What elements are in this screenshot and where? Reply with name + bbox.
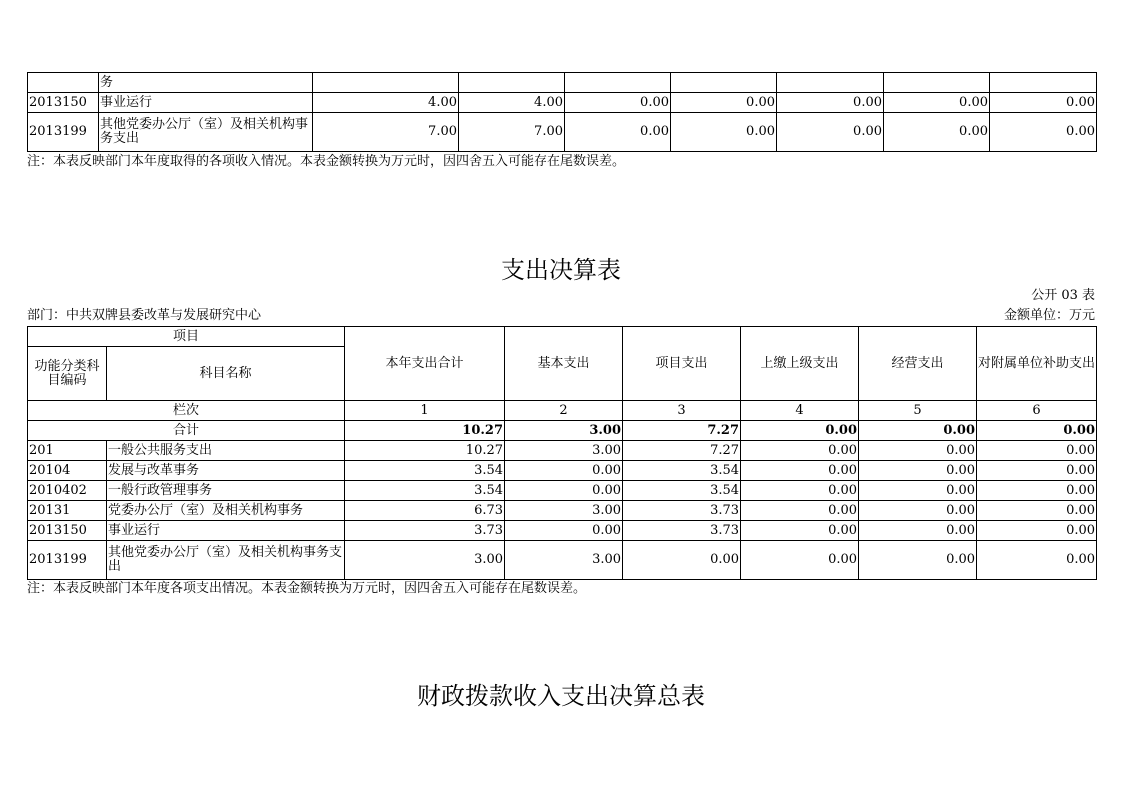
page-title: 支出决算表 bbox=[501, 256, 621, 284]
total-label: 合计 bbox=[28, 421, 345, 441]
subject-name: 发展与改革事务 bbox=[107, 461, 345, 481]
column-header: 本年支出合计 bbox=[345, 327, 505, 401]
column-header: 基本支出 bbox=[505, 327, 623, 401]
table-row: 201 一般公共服务支出 10.27 3.00 7.27 0.00 0.00 0.00 bbox=[28, 441, 1097, 461]
table-row bbox=[28, 73, 1097, 93]
index-label: 栏次 bbox=[28, 401, 345, 421]
header-row bbox=[28, 327, 1097, 347]
table-row: 2013150 事业运行 3.73 0.00 3.73 0.00 0.00 0.00 bbox=[28, 521, 1097, 541]
subject-code: 2013199 bbox=[28, 113, 99, 152]
subject-code: 20131 bbox=[28, 501, 107, 521]
column-header: 经营支出 bbox=[859, 327, 977, 401]
code-column-header: 功能分类科目编码 bbox=[28, 347, 107, 401]
item-header: 项目 bbox=[28, 327, 345, 347]
column-header: 对附属单位补助支出 bbox=[977, 327, 1097, 401]
department-label: 部门：中共双牌县委改革与发展研究中心 bbox=[27, 308, 262, 323]
subject-name: 党委办公厅（室）及相关机构事务 bbox=[107, 501, 345, 521]
unit-label: 金额单位：万元 bbox=[1003, 308, 1095, 323]
name-column-header: 科目名称 bbox=[107, 347, 345, 401]
subject-name: 其他党委办公厅（室）及相关机构事务支出 bbox=[107, 541, 345, 580]
total-row: 合计 10.27 3.00 7.27 0.00 0.00 0.00 bbox=[28, 421, 1097, 441]
table-row: 20104 发展与改革事务 3.54 0.00 3.54 0.00 0.00 0.00 bbox=[28, 461, 1097, 481]
subject-name: 其他党委办公厅（室）及相关机构事务支出 bbox=[99, 113, 313, 152]
table-row: 2013150 事业运行 4.00 4.00 0.00 0.00 0.00 0.00 0.00 bbox=[28, 93, 1097, 113]
subject-code: 2013199 bbox=[28, 541, 107, 580]
table-row: 2013199 其他党委办公厅（室）及相关机构事务支出 3.00 3.00 0.00 0.00 0.00 0.00 bbox=[28, 541, 1097, 580]
subject-name: 一般行政管理事务 bbox=[107, 481, 345, 501]
subject-name: 事业运行 bbox=[107, 521, 345, 541]
index-row: 栏次 1 2 3 4 5 6 bbox=[28, 401, 1097, 421]
expense-table bbox=[27, 326, 1097, 580]
subject-name: 务 bbox=[99, 73, 313, 93]
subject-code bbox=[28, 73, 99, 93]
table-row: 2013199 其他党委办公厅（室）及相关机构事务支出 7.00 7.00 0.00 0.00 0.00 0.00 0.00 bbox=[28, 113, 1097, 152]
income-table bbox=[27, 72, 1097, 152]
subject-code: 20104 bbox=[28, 461, 107, 481]
form-number: 公开 03 表 bbox=[1031, 288, 1095, 303]
expense-table-note: 注：本表反映部门本年度各项支出情况。本表金额转换为万元时，因四舍五入可能存在尾数误差。 bbox=[27, 581, 587, 596]
column-header: 上缴上级支出 bbox=[741, 327, 859, 401]
subject-name: 事业运行 bbox=[99, 93, 313, 113]
column-header: 项目支出 bbox=[623, 327, 741, 401]
subject-code: 2010402 bbox=[28, 481, 107, 501]
subject-code: 201 bbox=[28, 441, 107, 461]
table-row: 20131 党委办公厅（室）及相关机构事务 6.73 3.00 3.73 0.00 0.00 0.00 bbox=[28, 501, 1097, 521]
section-title: 财政拨款收入支出决算总表 bbox=[417, 682, 705, 710]
subject-code: 2013150 bbox=[28, 521, 107, 541]
subject-name: 一般公共服务支出 bbox=[107, 441, 345, 461]
income-table-note: 注：本表反映部门本年度取得的各项收入情况。本表金额转换为万元时，因四舍五入可能存在尾数误差。 bbox=[27, 154, 626, 169]
table-row: 2010402 一般行政管理事务 3.54 0.00 3.54 0.00 0.00 0.00 bbox=[28, 481, 1097, 501]
subject-code: 2013150 bbox=[28, 93, 99, 113]
